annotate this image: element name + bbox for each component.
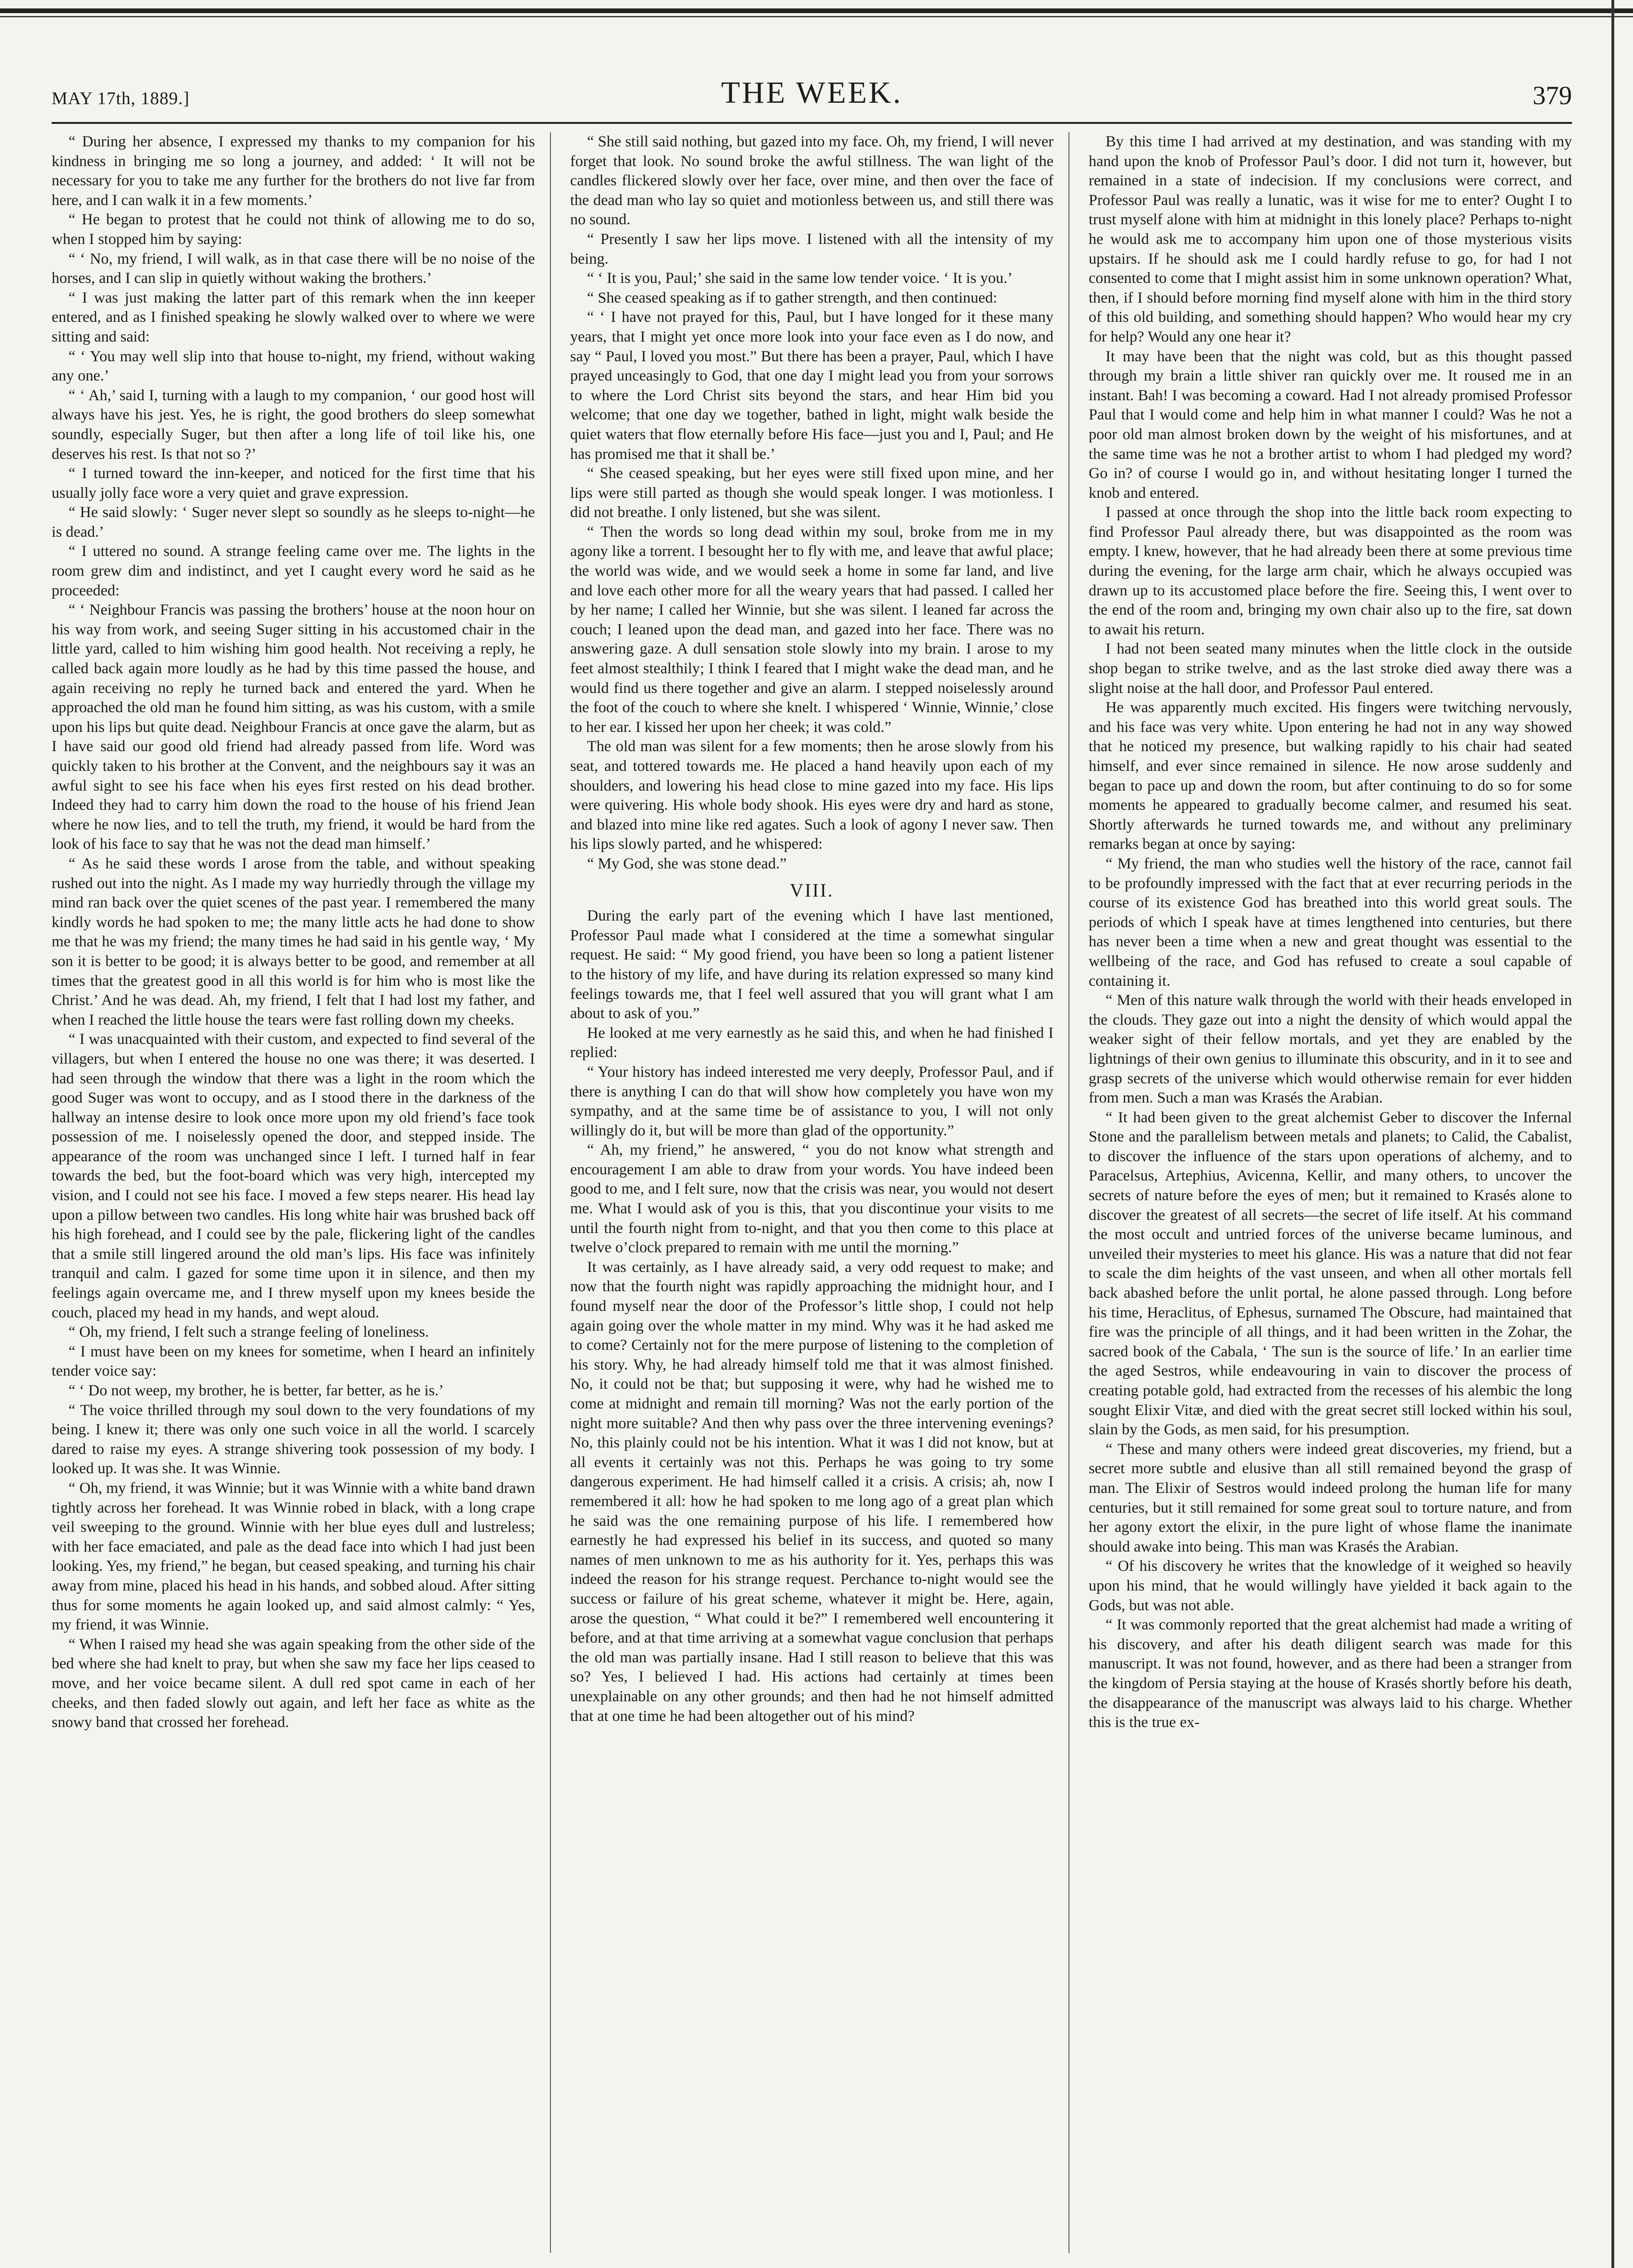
paragraph: “ I was unacquainted with their custom, and expected to find several of the villagers, but when I entered the house no one was there; it was deserted. I had seen through the window that there was a light in the room which the good Suger was wont to occupy, and as I stood there in the darkness of the hallway an intense desire to look once more upon my old friend’s face took possession of me. I noiselessly opened the door, and stepped inside. The appearance of the room was unchanged since I left. I turned half in fear towards the bed, but the foot-board which was very high, intercepted my vision, and I could not see his face. I moved a few steps nearer. His head lay upon a pillow between two candles. His long white hair was brushed back off his high forehead, and I could see by the pale, flickering light of the candles that a smile still lingered around the old man’s lips. His face was infinitely tranquil and calm. I gazed for some time upon it in silence, and then my feelings again overcame me, and I threw myself upon my knees beside the couch, placed my head in my hands, and wept aloud. — [52, 1031, 535, 1321]
paragraph: “ When I raised my head she was again speaking from the other side of the bed where she had knelt to pray, but when she saw my face her lips ceased to move, and her voice became silent. A dull red spot came in each of her cheeks, and then faded slowly out again, and left her face as white as the snowy band that crossed her forehead. — [52, 1636, 535, 1731]
publication-title: THE WEEK. — [721, 76, 903, 110]
paragraph: He looked at me very earnestly as he said this, and when he had finished I replied: — [570, 1024, 1053, 1061]
paragraph: “ During her absence, I expressed my thanks to my companion for his kindness in bringing me so long a journey, and added: ‘ It will not be necessary for you to take me any further for the brothers do not live far from here, and I can walk it in a few moments.’ — [52, 133, 535, 209]
paragraph: “ He said slowly: ‘ Suger never slept so soundly as he sleeps to-night—he is dead.’ — [52, 504, 535, 540]
page-header — [52, 70, 1572, 127]
paragraph: “ ‘ Do not weep, my brother, he is better, far better, as he is.’ — [69, 1382, 444, 1399]
paragraph: “ Men of this nature walk through the world with their heads enveloped in the clouds. They gaze out into a night the density of which would appal the weaker sight of their fellow mortals, and yet they are enabled by the lightnings of their own genius to illuminate this obscurity, and in it to see and grasp secrets of the universe which would otherwise remain for ever hidden from men. Such a man was Krasés the Arabian. — [1089, 992, 1572, 1107]
header-rule — [52, 122, 1572, 124]
paragraph: “ She ceased speaking as if to gather strength, and then continued: — [587, 289, 998, 306]
top-border-rule — [0, 8, 1633, 13]
paragraph: “ My friend, the man who studies well the history of the race, cannot fail to be profoundly impressed with the fact that at ever recurring periods in the course of its existence God has breathed into this world great souls. The periods of which I speak have at times lengthened into centuries, but there has never been a time when a new and great thought was essential to the wellbeing of the race, and God has refused to create a soul capable of containing it. — [1089, 855, 1572, 989]
paragraph: It was certainly, as I have already said, a very odd request to make; and now that the fourth night was rapidly approaching the midnight hour, and I found myself near the door of the Professor’s little shop, I could not help again going over the whole matter in my mind. Why was it he had asked me to come? Certainly not for the mere purpose of listening to the completion of his story. Why, he had already himself told me that it was almost finished. No, it could not be that; but supposing it were, why had he wished me to come at midnight and remain till morning? Was not the early portion of the night more suitable? And then why pass over the three intervening evenings? No, this plainly could not be his intention. What it was I did not know, but at all events it certainly was not this. Perhaps he was going to try some dangerous experiment. He had himself called it a crisis. A crisis; ah, now I remembered it all: how he had spoken to me long ago of a great plan which he said was the one remaining purpose of his life. I remembered how earnestly he had expressed his belief in its success, and quoted so many names of men unknown to me as his authority for it. Yes, perhaps this was indeed the reason for his strange request. Perchance to-night would see the success or failure of his great scheme, whatever it might be. Here, again, arose the question, “ What could it be?” I remembered well encountering it before, and at that time arriving at a somewhat vague conclusion that perhaps the old man was partially insane. Had I still reason to believe that this was so? Yes, I believed I had. His actions had certainly at times been unexplainable on any other grounds; and then had he not himself admitted that at one time he had been altogether out of his mind? — [570, 1258, 1053, 1725]
paragraph: “ I was just making the latter part of this remark when the inn keeper entered, and as I finished speaking he slowly walked over to where we were sitting and said: — [52, 289, 535, 345]
paragraph: “ I turned toward the inn-keeper, and noticed for the first time that his usually jolly face wore a very quiet and grave expression. — [52, 465, 535, 502]
column-divider-2 — [1068, 132, 1069, 2253]
paragraph: “ ‘ No, my friend, I will walk, as in that case there will be no noise of the horses, and I can slip in quietly without waking the brothers.’ — [52, 250, 535, 287]
paragraph: “ ‘ It is you, Paul;’ she said in the same low tender voice. ‘ It is you.’ — [587, 270, 1013, 287]
paragraph: “ As he said these words I arose from the table, and without speaking rushed out into the night. As I made my way hurriedly through the village my mind ran back over the quiet scenes of the past year. I remembered the many kindly words he had spoken to me; the many little acts he had done to show me that he was my friend; the many times he had said in his gentle way, ‘ My son it is better to be good; it is always better to be good, and remember at all times that the greatest good in all this world is for him who is most like the Christ.’ And he was dead. Ah, my friend, I felt that I had lost my father, and when I reached the little house the tears were fast rolling down my cheeks. — [52, 855, 535, 1028]
section-heading: VIII. — [790, 879, 834, 901]
page-right-edge — [1611, 0, 1614, 2268]
column-divider-1 — [550, 132, 551, 2253]
paragraph: “ I uttered no sound. A strange feeling came over me. The lights in the room grew dim and indistinct, and yet I caught every word he said as he proceeded: — [52, 543, 535, 599]
paragraph: During the early part of the evening which I have last mentioned, Professor Paul made what I considered at the time a somewhat singular request. He said: “ My good friend, you have been so long a patient listener to the history of my life, and have during its relation expressed so many kind feelings towards me, that I feel well assured that you will grant what I am about to ask of you.” — [570, 907, 1053, 1022]
top-border-rule-thin — [0, 16, 1633, 17]
paragraph: “ The voice thrilled through my soul down to the very foundations of my being. I knew it; there was only one such voice in all the world. I scarcely dared to raise my eyes. A strange shivering took possession of my body. I looked up. It was she. It was Winnie. — [52, 1401, 535, 1477]
paragraph: “ ‘ Neighbour Francis was passing the brothers’ house at the noon hour on his way from work, and seeing Suger sitting in his accustomed chair in the little yard, called to him wishing him good health. Not receiving a reply, he called back again more loudly as he had by this time passed the house, and again receiving no reply he turned back and entered the yard. When he approached the old man he found him sitting, as was his custom, with a smile upon his lips but quite dead. Neighbour Francis at once gave the alarm, but as I have said our good old friend had already passed from life. Word was quickly taken to his brother at the Convent, and the neighbours say it was an awful sight to see his face when his eyes first rested on his dead brother. Indeed they had to carry him down the road to the house of his friend Jean where he now lies, and to tell the truth, my friend, it would be hard from the look of his face to say that he was not the dead man himself.’ — [52, 601, 535, 853]
paragraph: “ It was commonly reported that the great alchemist had made a writing of his discovery, and after his death diligent search was made for this manuscript. It was not found, however, and as there had been a stranger from the kingdom of Persia staying at the house of Krasés shortly before his death, the disappearance of the manuscript was always laid to his charge. Whether this is the true ex- — [1089, 1616, 1572, 1731]
paragraph: “ ‘ You may well slip into that house to-night, my friend, without waking any one.’ — [52, 348, 535, 385]
paragraph: “ Ah, my friend,” he answered, “ you do not know what strength and encouragement I am able to draw from your words. You have indeed been good to me, and I felt sure, now that the crisis was near, you would not desert me. What I would ask of you is this, that you discontinue your visits to me until the fourth night from to-night, and that you then come to this place at twelve o’clock prepared to remain with me until the morning.” — [570, 1142, 1053, 1256]
issue-date: MAY 17th, 1889.] — [52, 89, 190, 108]
paragraph: It may have been that the night was cold, but as this thought passed through my brain a little shiver ran quickly over me. It roused me in an instant. Bah! I was becoming a coward. Had I not already promised Professor Paul that I would come and help him in what manner I could? Was he not a poor old man almost broken down by the weight of his misfortunes, and at the same time was he not a brother artist to whom I had pledged my word? Go in? of course I would go in, and without hesitating longer I turned the knob and entered. — [1089, 348, 1572, 502]
paragraph: “ My God, she was stone dead.” — [587, 855, 787, 872]
paragraph: “ Oh, my friend, I felt such a strange feeling of loneliness. — [69, 1324, 429, 1341]
column-3 — [1089, 132, 1572, 2253]
paragraph: “ She still said nothing, but gazed into my face. Oh, my friend, I will never forget that look. No sound broke the awful stillness. The wan light of the candles flickered slowly over her face, over mine, and then over the face of the dead man who lay so quiet and motionless between us, and still there was no sound. — [570, 133, 1053, 228]
column-1 — [52, 132, 535, 2253]
page-number: 379 — [1533, 81, 1572, 110]
paragraph: “ Presently I saw her lips move. I listened with all the intensity of my being. — [570, 230, 1053, 267]
paragraph: “ Then the words so long dead within my soul, broke from me in my agony like a torrent. I besought her to fly with me, and leave that awful place; the world was wide, and we would seek a home in some far land, and live and love each other more for all the weary years that had passed. I called her by her name; I called her Winnie, but she was silent. I leaned far across the couch; I leaned upon the dead man, and gazed into her face. There was no answering gaze. A dull sensation stole slowly into my brain. I arose to my feet almost stealthily; I think I feared that I might wake the dead man, and he would find us there together and give an alarm. I stepped noiselessly around the foot of the couch to where she knelt. I whispered ‘ Winnie, Winnie,’ close to her ear. I kissed her upon her cheek; it was cold.” — [570, 523, 1053, 736]
paragraph: “ He began to protest that he could not think of allowing me to do so, when I stopped him by saying: — [52, 211, 535, 248]
column-2 — [570, 132, 1053, 2253]
paragraph: “ I must have been on my knees for sometime, when I heard an infinitely tender voice say: — [52, 1343, 535, 1380]
paragraph: “ She ceased speaking, but her eyes were still fixed upon mine, and her lips were still parted as though she would speak longer. I was motionless. I did not breathe. I only listened, but she was silent. — [570, 465, 1053, 521]
paragraph: “ It had been given to the great alchemist Geber to discover the Infernal Stone and the parallelism between metals and planets; to Calid, the Cabalist, to discover the influence of the stars upon operations of alchemy, and to Paracelsus, Artephius, Avicenna, Kellir, and many others, to uncover the secrets of nature before the eyes of men; but it remained to Krasés alone to discover the greatest of all secrets—the secret of life itself. At his command the most occult and untried forces of the universe became luminous, and unveiled their mysteries to meet his glance. His was a nature that did not fear to scale the dim heights of the vast unseen, and when all other mortals fell back abashed before the unlit portal, he alone passed through. Long before his time, Heraclitus, of Ephesus, surnamed The Obscure, had maintained that fire was the principle of all things, and it had been written in the Zohar, the sacred book of the Cabala, ‘ The sun is the source of life.’ In an earlier time the aged Sestros, while endeavouring in vain to discover the process of creating potable gold, had extracted from the recesses of his alembic the long sought Elixir Vitæ, and died with the great secret still locked within his soul, slain by the Gods, as men said, for his presumption. — [1089, 1109, 1572, 1438]
paragraph: “ Oh, my friend, it was Winnie; but it was Winnie with a white band drawn tightly across her forehead. It was Winnie robed in black, with a long crape veil sweeping to the ground. Winnie with her blue eyes dull and lustreless; with her face emaciated, and pale as the dead face into which I had just been looking. Yes, my friend,” he began, but ceased speaking, and turning his chair away from mine, placed his head in his hands, and sobbed aloud. After sitting thus for some moments he again looked up, and said almost calmly: “ Yes, my friend, it was Winnie. — [52, 1479, 535, 1634]
paragraph: “ ‘ I have not prayed for this, Paul, but I have longed for it these many years, that I might yet once more look into your face even as I do now, and say “ Paul, I loved you most.” But there has been a prayer, Paul, which I have prayed unceasingly to God, that one day I might lead you from your sorrows to where the Lord Christ sits beyond the stars, and hear Him bid you welcome; that one day we together, bathed in light, might walk beside the quiet waters that flow eternally before His face—just you and I, Paul; and He has promised me that it shall be.’ — [570, 309, 1053, 463]
paragraph: By this time I had arrived at my destination, and was standing with my hand upon the knob of Professor Paul’s door. I did not turn it, however, but remained in a state of indecision. If my conclusions were correct, and Professor Paul was really a lunatic, was it wise for me to enter? Ought I to trust myself alone with him at midnight in this lonely place? Perhaps to-night he would ask me to accompany him upon one of those mysterious visits upstairs. If he should ask me I could hardly refuse to go, for had I not consented to come that I might assist him in some unknown operation? What, then, if I should before morning find myself alone with him in the third story of this old building, and something should happen? Who would hear my cry for help? Would any one hear it? — [1089, 133, 1572, 345]
paragraph: “ ‘ Ah,’ said I, turning with a laugh to my companion, ‘ our good host will always have his jest. Yes, he is right, the good brothers do sleep somewhat soundly, especially Suger, but then after a long life of toil like his, one deserves his rest. Is that not so ?’ — [52, 387, 535, 463]
paragraph: “ These and many others were indeed great discoveries, my friend, but a secret more subtle and elusive than all still remained beyond the grasp of man. The Elixir of Sestros would indeed prolong the human life for many centuries, but it still remained for some great soul to torture nature, and from her agony extort the elixir, in the pure light of whose flame the inanimate should awake into being. This man was Krasés the Arabian. — [1089, 1440, 1572, 1555]
paragraph: I passed at once through the shop into the little back room expecting to find Professor Paul already there, but was disappointed as the room was empty. I knew, however, that he had already been there at some previous time during the evening, for the large arm chair, which he always occupied was drawn up to its accustomed place before the fire. Seeing this, I went over to the end of the room and, bringing my own chair also up to the fire, sat down to await his return. — [1089, 504, 1572, 638]
paragraph: I had not been seated many minutes when the little clock in the outside shop began to strike twelve, and as the last stroke died away there was a slight noise at the hall door, and Professor Paul entered. — [1089, 640, 1572, 697]
paragraph: “ Your history has indeed interested me very deeply, Professor Paul, and if there is anything I can do that will show how completely you have won my sympathy, and at the same time be of assistance to you, I will not only willingly do it, but will be more than glad of the opportunity.” — [570, 1063, 1053, 1139]
paragraph: “ Of his discovery he writes that the knowledge of it weighed so heavily upon his mind, that he would willingly have yielded it back again to the Gods, but was not able. — [1089, 1558, 1572, 1614]
paragraph: He was apparently much excited. His fingers were twitching nervously, and his face was very white. Upon entering he had not in any way showed that he noticed my presence, but walking rapidly to his chair had seated himself, and ever since remained in silence. He now arose suddenly and began to pace up and down the room, but after continuing to do so for some moments he appeared to gradually become calmer, and resumed his seat. Shortly afterwards he turned towards me, and without any preliminary remarks began at once by saying: — [1089, 699, 1572, 853]
paragraph: The old man was silent for a few moments; then he arose slowly from his seat, and tottered towards me. He placed a hand heavily upon each of my shoulders, and lowering his head close to mine gazed into my face. His lips were quivering. His whole body shook. His eyes were dry and hard as stone, and blazed into mine like red agates. Such a look of agony I never saw. Then his lips slowly parted, and he whispered: — [570, 738, 1053, 853]
